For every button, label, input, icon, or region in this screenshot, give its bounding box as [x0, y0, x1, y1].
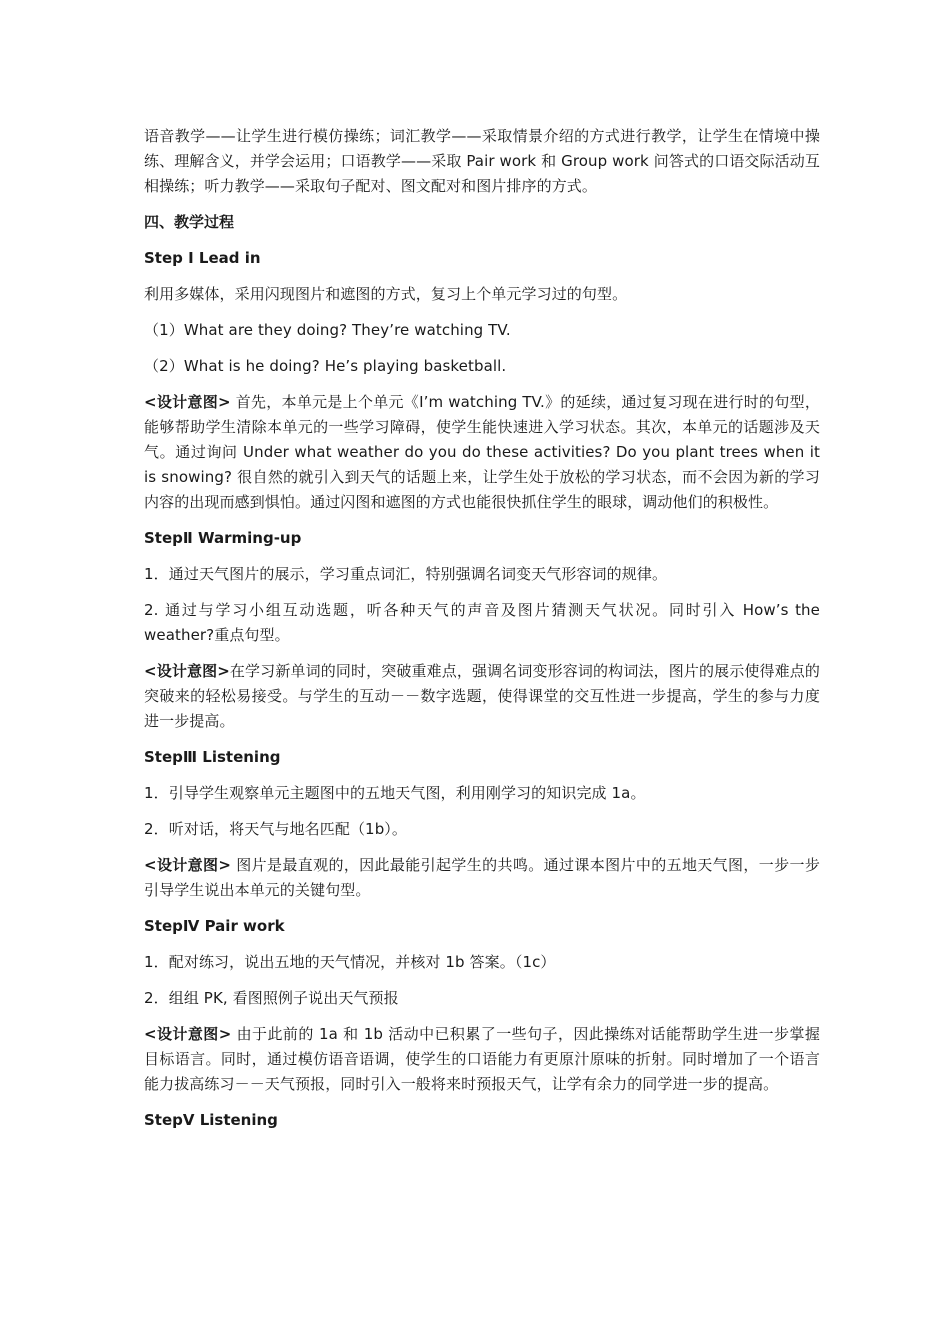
- intro-paragraph: 语音教学——让学生进行模仿操练；词汇教学——采取情景介绍的方式进行教学，让学生在情境中操练、理解含义，并学会运用；口语教学——采取 Pair work 和 Group work 问答式的口语交际活动互相操练；听力教学——采取句子配对、图文配对和图片排序的方式。: [144, 127, 820, 195]
- section-heading: 四、教学过程: [144, 213, 235, 231]
- step-2-design-note: [144, 659, 820, 734]
- step-4-item-1: 1．配对练习，说出五地的天气情况，并核对 1b 答案。（1c）: [144, 953, 556, 971]
- step-4-design-note: [144, 1022, 820, 1097]
- step-4-item-2: 2．组组 PK, 看图照例子说出天气预报: [144, 989, 399, 1007]
- step-1-item-3: （2）What is he doing? He’s playing basketball.: [144, 357, 507, 375]
- step-2-heading: StepⅡ Warming-up: [144, 529, 302, 547]
- step-3-item-2: 2．听对话，将天气与地名匹配（1b）。: [144, 820, 408, 838]
- design-text: 在学习新单词的同时，突破重难点，强调名词变形容词的构词法，图片的展示使得难点的突破来的轻松易接受。与学生的互动－－数字选题，使得课堂的交互性进一步提高，学生的参与力度进一步提高。: [144, 662, 820, 730]
- step-2-item-2: 2. 通过与学习小组互动选题，听各种天气的声音及图片猜测天气状况。同时引入 How’s the weather?重点句型。: [144, 601, 820, 644]
- step-5-heading: StepⅤ Listening: [144, 1111, 278, 1129]
- step-1-item-1: 利用多媒体，采用闪现图片和遮图的方式，复习上个单元学习过的句型。: [144, 285, 628, 303]
- step-1-heading: Step I Lead in: [144, 249, 261, 267]
- step-3-heading: StepⅢ Listening: [144, 748, 281, 766]
- design-text: 由于此前的 1a 和 1b 活动中已积累了一些句子，因此操练对话能帮助学生进一步掌握目标语言。同时，通过模仿语音语调，使学生的口语能力有更原汁原味的折射。同时增加了一个语言能力拔高练习－－天气预报，同时引入一般将来时预报天气，让学有余力的同学进一步的提高。: [144, 1025, 820, 1093]
- design-text: 首先，本单元是上个单元《I’m watching TV.》的延续，通过复习现在进行时的句型，能够帮助学生清除本单元的一些学习障碍，使学生能快速进入学习状态。其次，本单元的话题涉及天气。通过询问 Under what weather do you do these activities? Do you plant trees when it is snowing? 很自然的就引入到天气的话题上来，让学生处于放松的学习状态，而不会因为新的学习内容的出现而感到惧怕。通过闪图和遮图的方式也能很快抓住学生的眼球，调动他们的积极性。: [144, 393, 820, 511]
- step-1-design-note: [144, 390, 820, 515]
- design-text: 图片是最直观的，因此最能引起学生的共鸣。通过课本图片中的五地天气图，一步一步引导学生说出本单元的关键句型。: [144, 856, 820, 899]
- step-1-item-2: （1）What are they doing? They’re watching TV.: [144, 321, 511, 339]
- design-label: <设计意图>: [144, 1025, 232, 1043]
- step-2-item-1: 1．通过天气图片的展示，学习重点词汇，特别强调名词变天气形容词的规律。: [144, 565, 668, 583]
- design-label: <设计意图>: [144, 856, 232, 874]
- design-label: <设计意图>: [144, 393, 231, 411]
- step-3-item-1: 1．引导学生观察单元主题图中的五地天气图，利用刚学习的知识完成 1a。: [144, 784, 646, 802]
- step-4-heading: StepⅣ Pair work: [144, 917, 285, 935]
- design-label: <设计意图>: [144, 662, 230, 680]
- step-3-design-note: [144, 853, 820, 903]
